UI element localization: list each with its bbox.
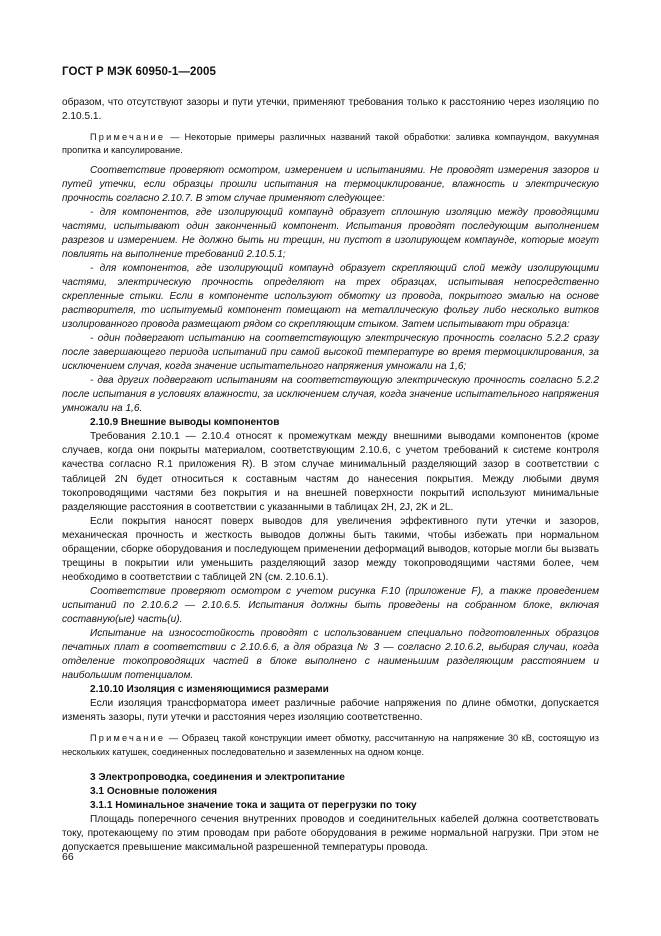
note-text: — Некоторые примеры различных названий такой обработки: заливка компаундом, вакуумная пропитка и капсулирование. bbox=[62, 132, 599, 156]
page-header-title: ГОСТ Р МЭК 60950-1—2005 bbox=[62, 66, 216, 78]
paragraph: Площадь поперечного сечения внутренних проводов и соединительных кабелей должна соответствовать току, протекающему по этим проводам при работе оборудования в режиме нормальной нагрузки. При этом не допускается превышение максимальной разрешенной температуры провода. bbox=[62, 813, 599, 854]
paragraph: - для компонентов, где изолирующий компаунд образует сплошную изоляцию между проводящими частями, испытывают один законченный компонент. Испытания проводят последующим выполнением разрезов и измерением. Не должно быть ни трещин, ни пустот в изолирующем компаунде, которые могут повлиять на выполнение требований 2.10.5.1; bbox=[62, 206, 599, 260]
section-heading: 3 Электропроводка, соединения и электропитание bbox=[90, 771, 345, 783]
paragraph: Испытание на износостойкость проводят с использованием специально подготовленных образцов печатных плат в соответствии с 2.10.6.6, а для образца № 3 — согласно 2.10.6.2, выбирая случаи, когда отделение токопроводящих частей в блоке выполнено с наименьшим разделяющим расстоянием и наибольшим потенциалом. bbox=[62, 628, 599, 682]
section-heading: 3.1.1 Номинальное значение тока и защита от перегрузки по току bbox=[90, 799, 417, 811]
section-heading: 2.10.9 Внешние выводы компонентов bbox=[90, 417, 280, 429]
paragraph: Соответствие проверяют осмотром, измерением и испытаниями. Не проводят измерения зазоров и путей утечки, если образцы прошли испытания на термоциклирование, влажность и электрическую прочность согласно 2.10.7. В этом случае применяют следующее: bbox=[62, 164, 599, 204]
note-label: Примечание bbox=[90, 132, 166, 143]
paragraph: Соответствие проверяют осмотром с учетом рисунка F.10 (приложение F), а также проведением испытаний по 2.10.6.2 — 2.10.6.5. Испытания должны быть проведены на собранном блоке, включая составную(ые) часть(и). bbox=[62, 585, 599, 625]
paragraph: - один подвергают испытанию на соответствующую электрическую прочность согласно 5.2.2 сразу после завершающего периода испытаний при самой высокой температуре во время термоциклирования, за исключением случая, когда значение испытательного напряжения умножали на 1,6; bbox=[62, 333, 599, 373]
section-heading: 3.1 Основные положения bbox=[90, 785, 218, 797]
paragraph: Если изоляция трансформатора имеет различные рабочие напряжения по длине обмотки, допускается изменять зазоры, пути утечки и расстояния через изоляцию соответственно. bbox=[62, 698, 599, 724]
paragraph: - два других подвергают испытаниям на соответствующую электрическую прочность согласно 5.2.2 после испытания в условиях влажности, за исключением случая, когда значение испытательного напряжения умножали на 1,6. bbox=[62, 375, 599, 415]
section-heading: 2.10.10 Изоляция с изменяющимися размерами bbox=[90, 684, 329, 696]
paragraph: Требования 2.10.1 — 2.10.4 относят к промежуткам между внешними выводами компонентов (кроме случаев, когда они покрыты материалом, соответствующим 2.10.6, с учетом требований к системе контроля качества согласно R.1 приложения R). В этом случае минимальный разделяющий зазор в соответствии с таблицей 2N будет относиться к составным частям до нанесения покрытия. Между любыми двумя токопроводящими частями без покрытия и на внешней поверхности покрытий используют минимальные разделяющие расстояния в соответствии с указанными в таблицах 2H, 2J, 2K и 2L. bbox=[62, 431, 599, 513]
page-number: 66 bbox=[62, 851, 74, 863]
paragraph: - для компонентов, где изолирующий компаунд образует скрепляющий слой между изолирующими частями, электрическую прочность определяют на трех образцах, испытывая непосредственно скрепленные стыки. Если в компоненте используют обмотку из провода, покрытого эмалью на основе растворителя, то испытуемый компонент помещают на металлическую фольгу либо несколько витков изолированного провода размещают рядом со скрепляющим стыком. Затем испытывают три образца: bbox=[62, 262, 599, 331]
paragraph: Если покрытия наносят поверх выводов для увеличения эффективного пути утечки и зазоров, механическая прочность и жесткость выводов должны быть такими, чтобы избежать при нормальном обращении, сборке оборудования и последующем применении деформаций выводов, которые могли бы вызвать трещины в покрытии или уменьшить разделяющий зазор между токопроводящими частями более, чем необходимо в соответствии с таблицей 2N (см. 2.10.6.1). bbox=[62, 515, 599, 583]
paragraph: образом, что отсутствуют зазоры и пути утечки, применяют требования только к расстоянию через изоляцию по 2.10.5.1. bbox=[62, 97, 599, 123]
note-label: Примечание bbox=[90, 733, 166, 744]
page-content bbox=[62, 96, 599, 855]
note bbox=[62, 131, 599, 157]
note bbox=[62, 732, 599, 758]
note-text: — Образец такой конструкции имеет обмотку, рассчитанную на напряжение 30 кВ, состоящую из нескольких катушек, соединенных последовательно и заземленных на одном конце. bbox=[62, 733, 599, 757]
